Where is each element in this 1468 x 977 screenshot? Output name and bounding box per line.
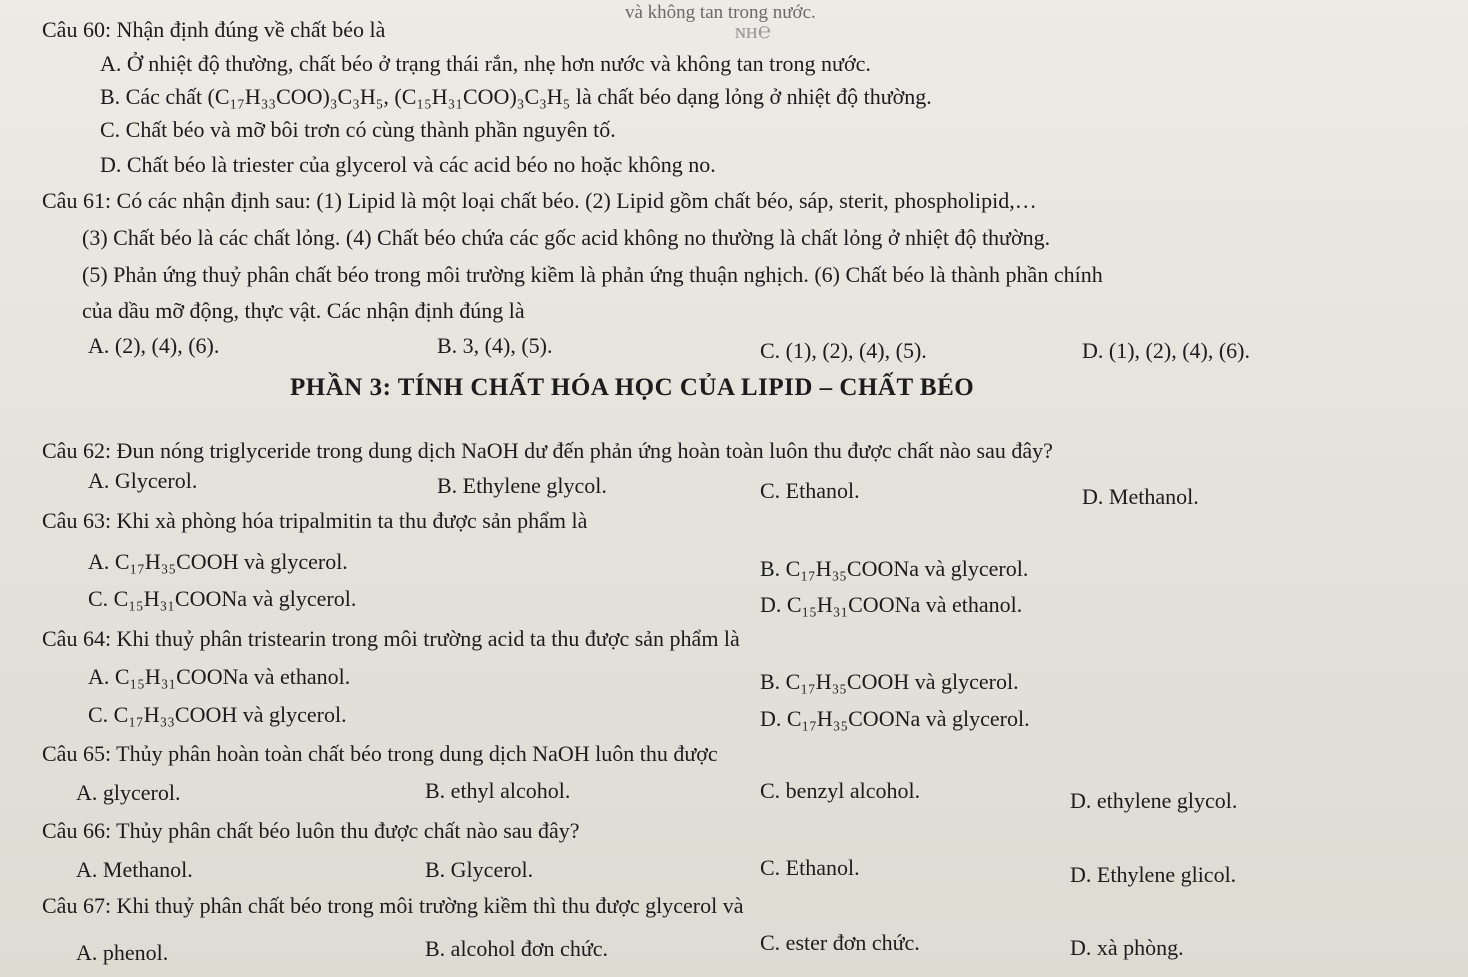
question-65-option-d: D. ethylene glycol.	[1070, 788, 1238, 813]
question-64-stem: Câu 64: Khi thuỷ phân tristearin trong môi trường acid ta thu được sản phẩm là	[42, 626, 740, 651]
question-64-option-c: C. C₁₇H₃₃COOH và glycerol.	[88, 702, 347, 727]
question-62-stem: Câu 62: Đun nóng triglyceride trong dung dịch NaOH dư đến phản ứng hoàn toàn luôn thu được chất nào sau đây?	[42, 438, 1053, 463]
question-65-stem: Câu 65: Thủy phân hoàn toàn chất béo trong dung dịch NaOH luôn thu được	[42, 741, 718, 766]
question-61-line-1: Câu 61: Có các nhận định sau: (1) Lipid là một loại chất béo. (2) Lipid gồm chất béo, sáp, sterit, phospholipid,…	[42, 188, 1037, 213]
question-61-option-b: B. 3, (4), (5).	[437, 333, 553, 358]
question-63-option-c: C. C₁₅H₃₁COONa và glycerol.	[88, 586, 357, 611]
question-65-option-c: C. benzyl alcohol.	[760, 778, 921, 803]
question-62-option-b: B. Ethylene glycol.	[437, 473, 607, 498]
question-66-option-a: A. Methanol.	[76, 857, 193, 882]
question-62-option-c: C. Ethanol.	[760, 478, 860, 503]
question-66-option-b: B. Glycerol.	[425, 857, 534, 882]
question-60-option-b: B. Các chất (C₁₇H₃₃COO)₃C₃H₅, (C₁₅H₃₁COO)₃C₃H₅ là chất béo dạng lỏng ở nhiệt độ thường.	[100, 84, 932, 109]
question-62-option-a: A. Glycerol.	[88, 468, 198, 493]
question-60-option-a: A. Ở nhiệt độ thường, chất béo ở trạng thái rắn, nhẹ hơn nước và không tan trong nước.	[100, 51, 871, 76]
question-67-option-a: A. phenol.	[76, 940, 169, 965]
question-67-option-b: B. alcohol đơn chức.	[425, 936, 609, 961]
question-61-option-a: A. (2), (4), (6).	[88, 333, 220, 358]
question-62-option-d: D. Methanol.	[1082, 484, 1199, 509]
question-65-option-a: A. glycerol.	[76, 780, 181, 805]
question-66-option-d: D. Ethylene glicol.	[1070, 862, 1237, 887]
question-61-line-3: (5) Phản ứng thuỷ phân chất béo trong môi trường kiềm là phản ứng thuận nghịch. (6) Chất béo là thành phần chính	[82, 262, 1103, 287]
question-65-option-b: B. ethyl alcohol.	[425, 778, 571, 803]
question-60-option-d: D. Chất béo là triester của glycerol và các acid béo no hoặc không no.	[100, 152, 716, 177]
section-heading: PHẦN 3: TÍNH CHẤT HÓA HỌC CỦA LIPID – CHẤT BÉO	[290, 374, 975, 401]
question-61-option-d: D. (1), (2), (4), (6).	[1082, 338, 1250, 363]
question-61-option-c: C. (1), (2), (4), (5).	[760, 338, 927, 363]
question-60-stem: Câu 60: Nhận định đúng về chất béo là	[42, 17, 386, 42]
question-60-option-c: C. Chất béo và mỡ bôi trơn có cùng thành phần nguyên tố.	[100, 117, 616, 142]
question-64-option-d: D. C₁₇H₃₅COONa và glycerol.	[760, 706, 1030, 731]
question-66-option-c: C. Ethanol.	[760, 855, 860, 880]
question-67-stem: Câu 67: Khi thuỷ phân chất béo trong môi trường kiềm thì thu được glycerol và	[42, 893, 744, 918]
question-61-line-2: (3) Chất béo là các chất lỏng. (4) Chất béo chứa các gốc acid không no thường là chất lỏng ở nhiệt độ thường.	[82, 225, 1051, 250]
question-61-line-4: của dầu mỡ động, thực vật. Các nhận định đúng là	[82, 298, 525, 323]
question-63-option-d: D. C₁₅H₃₁COONa và ethanol.	[760, 592, 1023, 617]
question-67-option-d: D. xà phòng.	[1070, 935, 1184, 960]
question-63-option-b: B. C₁₇H₃₅COONa và glycerol.	[760, 556, 1029, 581]
question-63-stem: Câu 63: Khi xà phòng hóa tripalmitin ta thu được sản phẩm là	[42, 508, 588, 533]
question-64-option-a: A. C₁₅H₃₁COONa và ethanol.	[88, 664, 351, 689]
handwritten-mark: ɴʜ℮	[735, 18, 771, 43]
question-67-option-c: C. ester đơn chức.	[760, 930, 920, 955]
question-66-stem: Câu 66: Thủy phân chất béo luôn thu được chất nào sau đây?	[42, 818, 580, 843]
question-64-option-b: B. C₁₇H₃₅COOH và glycerol.	[760, 669, 1019, 694]
top-fragment: và không tan trong nước.	[625, 2, 816, 23]
question-63-option-a: A. C₁₇H₃₅COOH và glycerol.	[88, 549, 348, 574]
